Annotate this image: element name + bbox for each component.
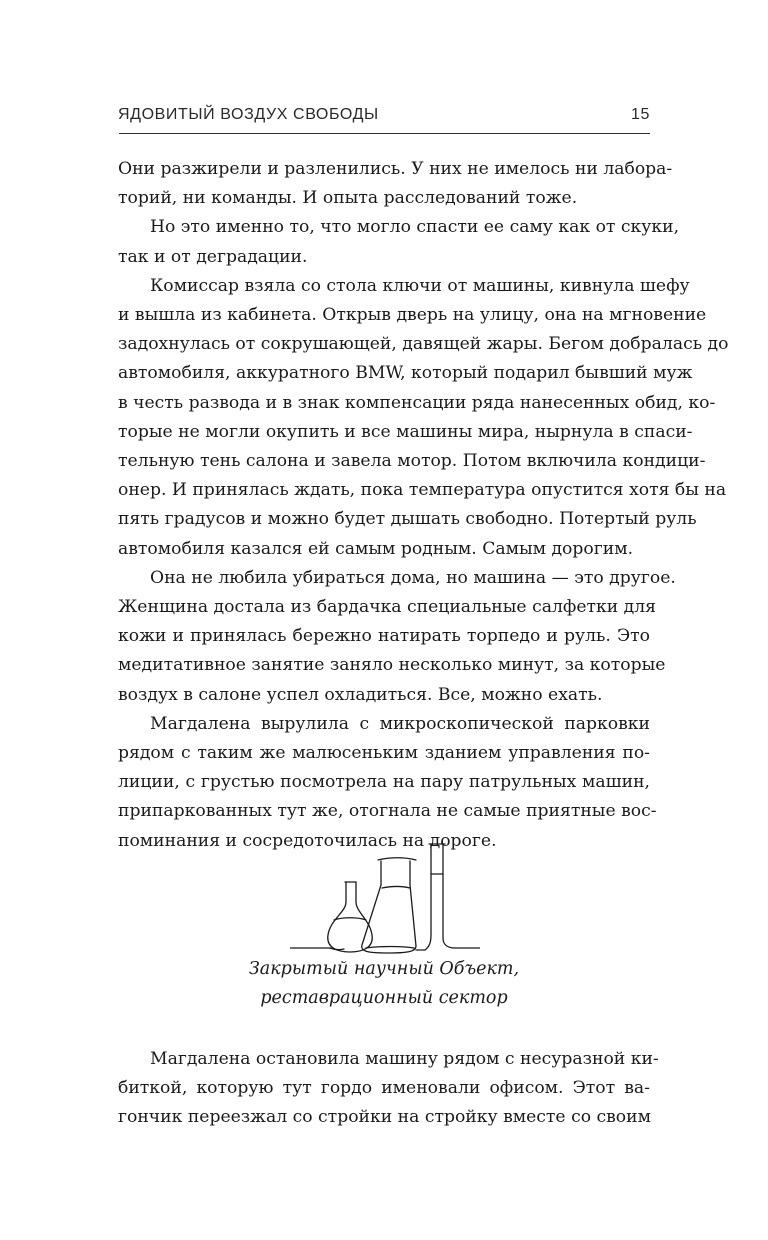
text-line: автомобиля казался ей самым родным. Самым дорогим. (118, 538, 634, 559)
text-line: поминания и сосредоточилась на дороге. (118, 830, 497, 851)
paragraph (118, 710, 657, 856)
text-line: Магдалена вырулила с микроскопической парковки (150, 713, 650, 734)
laboratory-glassware-icon (290, 840, 480, 955)
running-head (118, 103, 650, 127)
section-heading-line: реставрационный сектор (260, 988, 508, 1008)
text-line: пять градусов и можно будет дышать свободно. Потертый руль (118, 509, 697, 530)
running-head-title: ЯДОВИТЫЙ ВОЗДУХ СВОБОДЫ (118, 106, 379, 123)
body-text-continued (118, 1045, 659, 1133)
paragraph (118, 564, 676, 710)
text-line: лиции, с грустью посмотрела на пару патрульных машин, (118, 772, 650, 793)
text-line: так и от деградации. (118, 246, 308, 267)
paragraph (118, 272, 729, 564)
paragraph (118, 213, 680, 271)
header-rule-divider (119, 133, 650, 134)
text-line: задохнулась от сокрушающей, давящей жары. Бегом добралась до (118, 334, 729, 355)
text-line: тельную тень салона и завела мотор. Потом включила кондици- (118, 451, 706, 472)
paragraph (118, 155, 673, 213)
text-line: кожи и принялась бережно натирать торпедо и руль. Это (118, 626, 650, 647)
text-line: Но это именно то, что могло спасти ее саму как от скуки, (150, 217, 680, 238)
text-line: припаркованных тут же, отогнала не самые приятные вос- (118, 801, 657, 822)
text-line: торые не могли окупить и все машины мира, нырнула в спаси- (118, 421, 693, 442)
text-line: Они разжирели и разленились. У них не имелось ни лабора- (118, 159, 673, 179)
text-line: медитативное занятие заняло несколько минут, за которые (118, 655, 666, 676)
text-line: биткой, которую тут гордо именовали офисом. Этот ва- (118, 1078, 650, 1099)
text-line: в честь развода и в знак компенсации ряда нанесенных обид, ко- (118, 392, 716, 413)
section-heading-line: Закрытый научный Объект, (248, 959, 520, 979)
text-line: Магдалена остановила машину рядом с несуразной ки- (150, 1049, 659, 1069)
text-line: рядом с таким же малюсеньким зданием управления по- (118, 743, 650, 764)
paragraph (118, 1045, 659, 1133)
page-number: 15 (631, 106, 650, 123)
text-line: и вышла из кабинета. Открыв дверь на улицу, она на мгновение (118, 305, 707, 326)
text-line: торий, ни команды. И опыта расследований тоже. (118, 188, 578, 209)
body-text (118, 155, 729, 856)
text-line: Она не любила убираться дома, но машина — это другое. (150, 567, 676, 588)
text-line: автомобиля, аккуратного BMW, который подарил бывший муж (118, 363, 693, 384)
text-line: Женщина достала из бардачка специальные салфетки для (118, 597, 656, 618)
text-line: онер. И принялась ждать, пока температура опустится хотя бы на (118, 480, 727, 501)
section-heading (118, 955, 650, 1013)
text-line: Комиссар взяла со стола ключи от машины, кивнула шефу (150, 275, 690, 296)
text-line: гончик переезжал со стройки на стройку вместе со своим (118, 1107, 651, 1128)
text-line: воздух в салоне успел охладиться. Все, можно ехать. (118, 684, 603, 705)
